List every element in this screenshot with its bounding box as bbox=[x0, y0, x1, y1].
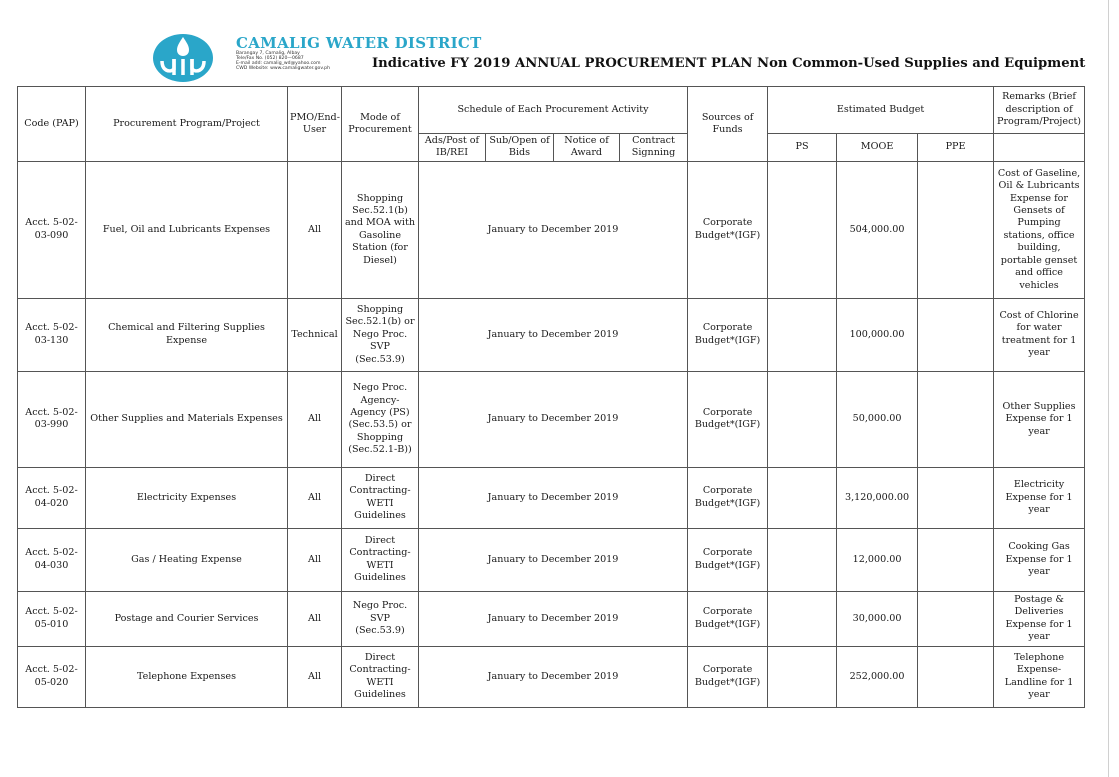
header-sub: Sub/Open of Bids bbox=[486, 134, 554, 162]
cell-ppe bbox=[918, 371, 994, 467]
header-notice: Notice of Award bbox=[554, 134, 620, 162]
cell-mooe: 3,120,000.00 bbox=[837, 467, 918, 528]
cell-mooe: 504,000.00 bbox=[837, 161, 918, 298]
cell-schedule: January to December 2019 bbox=[419, 528, 688, 591]
cell-ps bbox=[768, 467, 837, 528]
org-name: CAMALIG WATER DISTRICT bbox=[236, 34, 482, 52]
cell-schedule: January to December 2019 bbox=[419, 371, 688, 467]
org-email: E-mail add: camalig_wd@yahoo.com bbox=[236, 61, 321, 66]
cell-schedule: January to December 2019 bbox=[419, 467, 688, 528]
cell-source: Corporate Budget*(IGF) bbox=[688, 371, 768, 467]
cell-mooe: 50,000.00 bbox=[837, 371, 918, 467]
cell-mode: Nego Proc. Agency-Agency (PS) (Sec.53.5) or Shopping (Sec.52.1-B)) bbox=[342, 371, 419, 467]
cell-schedule: January to December 2019 bbox=[419, 591, 688, 646]
cell-mode: Direct Contracting-WETI Guidelines bbox=[342, 467, 419, 528]
header-contract: Contract Signning bbox=[620, 134, 688, 162]
cell-mooe: 30,000.00 bbox=[837, 591, 918, 646]
org-address: Barangay 7, Camalig, Albay bbox=[236, 51, 300, 56]
cell-code: Acct. 5-02-03-990 bbox=[18, 371, 86, 467]
cell-remarks: Postage & Deliveries Expense for 1 year bbox=[994, 591, 1085, 646]
cell-ppe bbox=[918, 298, 994, 371]
table-row bbox=[18, 591, 1085, 646]
cell-program: Chemical and Filtering Supplies Expense bbox=[86, 298, 288, 371]
cell-program: Fuel, Oil and Lubricants Expenses bbox=[86, 161, 288, 298]
header-ps: PS bbox=[768, 134, 837, 162]
org-website: CWD Website: www.camaligwater.gov.ph bbox=[236, 66, 330, 71]
cell-ps bbox=[768, 371, 837, 467]
cell-pmo: All bbox=[288, 371, 342, 467]
cell-ps bbox=[768, 298, 837, 371]
cell-pmo: All bbox=[288, 591, 342, 646]
cell-code: Acct. 5-02-05-010 bbox=[18, 591, 86, 646]
cell-code: Acct. 5-02-04-020 bbox=[18, 467, 86, 528]
cell-ppe bbox=[918, 528, 994, 591]
cell-ps bbox=[768, 161, 837, 298]
table-row bbox=[18, 467, 1085, 528]
cell-remarks: Cost of Gaseline, Oil & Lubricants Expense for Gensets of Pumping stations, office building, portable genset and office vehicles bbox=[994, 161, 1085, 298]
procurement-plan-table bbox=[17, 86, 1085, 708]
cell-ppe bbox=[918, 646, 994, 707]
org-phone: Tele/Fax No. (052) 820—0687 bbox=[236, 56, 304, 61]
cell-mooe: 100,000.00 bbox=[837, 298, 918, 371]
cell-ps bbox=[768, 528, 837, 591]
cell-mode: Shopping Sec.52.1(b) and MOA with Gasoline Station (for Diesel) bbox=[342, 161, 419, 298]
header-ppe: PPE bbox=[918, 134, 994, 162]
cell-program: Telephone Expenses bbox=[86, 646, 288, 707]
cell-program: Gas / Heating Expense bbox=[86, 528, 288, 591]
header-program: Procurement Program/Project bbox=[86, 87, 288, 162]
cell-program: Postage and Courier Services bbox=[86, 591, 288, 646]
table-row bbox=[18, 646, 1085, 707]
cell-pmo: All bbox=[288, 467, 342, 528]
cell-mode: Direct Contracting-WETI Guidelines bbox=[342, 528, 419, 591]
cell-mooe: 12,000.00 bbox=[837, 528, 918, 591]
cell-remarks: Cost of Chlorine for water treatment for 1 year bbox=[994, 298, 1085, 371]
cell-schedule: January to December 2019 bbox=[419, 646, 688, 707]
cell-pmo: All bbox=[288, 646, 342, 707]
cell-mode: Nego Proc. SVP (Sec.53.9) bbox=[342, 591, 419, 646]
cell-ps bbox=[768, 646, 837, 707]
cell-source: Corporate Budget*(IGF) bbox=[688, 161, 768, 298]
cell-schedule: January to December 2019 bbox=[419, 298, 688, 371]
cell-mooe: 252,000.00 bbox=[837, 646, 918, 707]
cell-code: Acct. 5-02-04-030 bbox=[18, 528, 86, 591]
header-mooe: MOOE bbox=[837, 134, 918, 162]
table-row bbox=[18, 161, 1085, 298]
header-remarks: Remarks (Brief description of Program/Project) bbox=[994, 87, 1085, 134]
cell-code: Acct. 5-02-05-020 bbox=[18, 646, 86, 707]
cell-ps bbox=[768, 591, 837, 646]
cell-schedule: January to December 2019 bbox=[419, 161, 688, 298]
header-pmo: PMO/End-User bbox=[288, 87, 342, 162]
table-row bbox=[18, 371, 1085, 467]
header-ads: Ads/Post of IB/REI bbox=[419, 134, 486, 162]
cwd-logo bbox=[152, 33, 214, 83]
cell-remarks: Telephone Expense-Landline for 1 year bbox=[994, 646, 1085, 707]
cell-source: Corporate Budget*(IGF) bbox=[688, 591, 768, 646]
cell-ppe bbox=[918, 161, 994, 298]
header-sources: Sources of Funds bbox=[688, 87, 768, 162]
header-mode: Mode of Procurement bbox=[342, 87, 419, 162]
cell-program: Electricity Expenses bbox=[86, 467, 288, 528]
cell-ppe bbox=[918, 467, 994, 528]
cell-remarks: Electricity Expense for 1 year bbox=[994, 467, 1085, 528]
cell-code: Acct. 5-02-03-130 bbox=[18, 298, 86, 371]
cell-source: Corporate Budget*(IGF) bbox=[688, 528, 768, 591]
cell-code: Acct. 5-02-03-090 bbox=[18, 161, 86, 298]
cell-mode: Direct Contracting-WETI Guidelines bbox=[342, 646, 419, 707]
header-schedule: Schedule of Each Procurement Activity bbox=[419, 87, 688, 134]
header-remarks-blank bbox=[994, 134, 1085, 162]
cell-pmo: All bbox=[288, 161, 342, 298]
cell-source: Corporate Budget*(IGF) bbox=[688, 646, 768, 707]
cell-pmo: Technical bbox=[288, 298, 342, 371]
table-row bbox=[18, 298, 1085, 371]
document-title: Indicative FY 2019 ANNUAL PROCUREMENT PLAN Non Common-Used Supplies and Equipment bbox=[372, 56, 1086, 71]
cell-source: Corporate Budget*(IGF) bbox=[688, 298, 768, 371]
cell-ppe bbox=[918, 591, 994, 646]
header-budget: Estimated Budget bbox=[768, 87, 994, 134]
page-edge-line bbox=[1108, 0, 1109, 777]
cell-pmo: All bbox=[288, 528, 342, 591]
cell-remarks: Other Supplies Expense for 1 year bbox=[994, 371, 1085, 467]
cell-mode: Shopping Sec.52.1(b) or Nego Proc. SVP (Sec.53.9) bbox=[342, 298, 419, 371]
table-row bbox=[18, 528, 1085, 591]
header-code: Code (PAP) bbox=[18, 87, 86, 162]
cell-source: Corporate Budget*(IGF) bbox=[688, 467, 768, 528]
cell-program: Other Supplies and Materials Expenses bbox=[86, 371, 288, 467]
cell-remarks: Cooking Gas Expense for 1 year bbox=[994, 528, 1085, 591]
